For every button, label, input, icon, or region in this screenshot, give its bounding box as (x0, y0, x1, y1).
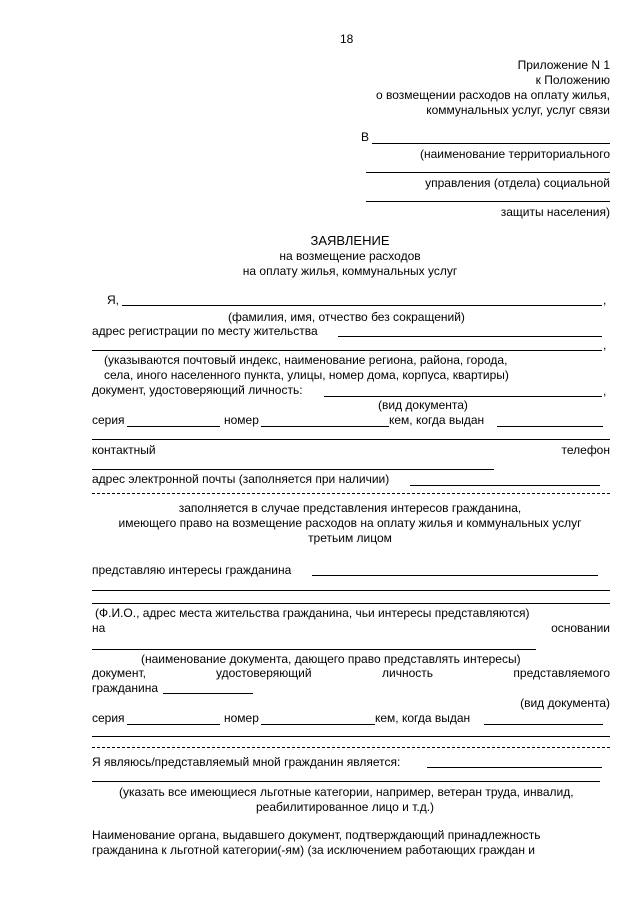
number-label: номер (224, 413, 259, 427)
address-label: адрес регистрации по месту жительства (92, 324, 318, 338)
document-subtitle-2: на оплату жилья, коммунальных услуг (242, 264, 458, 278)
addressee-field-1[interactable] (372, 143, 610, 144)
appendix-line-2: к Положению (535, 73, 610, 87)
series-label: серия (92, 413, 125, 427)
rep-issued-label: кем, когда выдан (375, 711, 471, 725)
rep-doc-word-2: удостоверяющий (216, 666, 312, 680)
appendix-line-1: Приложение N 1 (517, 58, 610, 72)
fio-comma: , (603, 293, 607, 307)
on-label: на (92, 621, 106, 635)
rep-document-type-field[interactable] (163, 693, 253, 694)
page-number: 18 (340, 32, 354, 46)
document-label: документ, удостоверяющий личность: (92, 383, 303, 397)
representative-note-2: имеющего право на возмещение расходов на оплату жилья и коммунальных услуг (118, 516, 582, 530)
addressee-to: В (361, 130, 370, 144)
basis-label: основании (551, 621, 610, 635)
section-separator-2 (92, 747, 610, 748)
benefits-field[interactable] (427, 767, 602, 768)
address-hint-1: (указываются почтовый индекс, наименование региона, района, города, (104, 353, 508, 367)
series-field[interactable] (127, 426, 220, 427)
represented-citizen-field-3[interactable] (92, 603, 610, 604)
appendix-line-3: о возмещении расходов на оплату жилья, (376, 88, 610, 102)
document-subtitle-1: на возмещение расходов (279, 249, 421, 263)
representative-note-1: заполняется в случае представления интересов гражданина, (178, 501, 522, 515)
phone-label: телефон (561, 443, 610, 457)
benefits-hint-1: (указать все имеющиеся льготные категории, например, ветеран труда, инвалид, (119, 785, 574, 799)
phone-field[interactable] (92, 469, 494, 470)
basis-field[interactable] (92, 649, 536, 650)
represent-label: представляю интересы гражданина (92, 563, 292, 577)
rep-series-label: серия (92, 711, 125, 725)
represented-citizen-field-2[interactable] (92, 590, 610, 591)
representative-note-3: третьим лицом (308, 531, 392, 545)
benefits-hint-2: реабилитированное лицо и т.д.) (256, 800, 435, 814)
section-separator (92, 493, 610, 494)
authority-line-2: гражданина к льготной категории(-ям) (за исключением работающих граждан и (92, 843, 535, 857)
rep-document-hint: (вид документа) (520, 696, 610, 710)
addressee-hint-1: (наименование территориального (420, 147, 610, 161)
addressee-field-3[interactable] (366, 201, 610, 202)
represented-citizen-field[interactable] (312, 575, 598, 576)
addressee-hint-3: защиты населения) (500, 205, 610, 219)
benefits-label: Я являюсь/представляемый мной гражданин является: (92, 755, 401, 769)
issued-label: кем, когда выдан (389, 413, 485, 427)
contact-label: контактный (92, 443, 156, 457)
basis-hint: (наименование документа, дающего право представлять интересы) (141, 652, 521, 666)
issued-field-2[interactable] (92, 439, 610, 440)
email-label: адрес электронной почты (заполняется при наличии) (92, 472, 390, 486)
rep-series-field[interactable] (127, 724, 220, 725)
represented-fio-hint: (Ф.И.О., адрес места жительства гражданина, чьи интересы представляются) (95, 606, 530, 620)
address-field-1[interactable] (338, 336, 602, 337)
document-hint: (вид документа) (378, 398, 468, 412)
authority-line-1: Наименование органа, выдавшего документ, подтверждающий принадлежность (92, 828, 541, 842)
benefits-field-2[interactable] (92, 781, 600, 782)
address-hint-2: села, иного населенного пункта, улицы, номер дома, корпуса, квартиры) (104, 368, 509, 382)
i-label: Я, (107, 293, 119, 307)
rep-citizen-label: гражданина (92, 681, 159, 695)
appendix-line-4: коммунальных услуг, услуг связи (426, 103, 610, 117)
document-comma: , (603, 384, 607, 398)
rep-number-label: номер (224, 711, 259, 725)
fio-hint: (фамилия, имя, отчество без сокращений) (228, 310, 465, 324)
rep-doc-word-4: представляемого (513, 666, 610, 680)
rep-doc-word-3: личность (382, 666, 434, 680)
rep-number-field[interactable] (261, 724, 375, 725)
addressee-hint-2: управления (отдела) социальной (425, 176, 610, 190)
issued-field[interactable] (497, 426, 603, 427)
rep-doc-word-1: документ, (92, 666, 146, 680)
email-field[interactable] (410, 485, 600, 486)
document-title: ЗАЯВЛЕНИЕ (310, 233, 390, 248)
number-field[interactable] (261, 426, 389, 427)
fio-field[interactable] (122, 305, 602, 306)
address-comma: , (603, 338, 607, 352)
rep-issued-field-2[interactable] (92, 736, 610, 737)
address-field-2[interactable] (92, 350, 602, 351)
document-type-field[interactable] (324, 396, 602, 397)
rep-issued-field[interactable] (484, 724, 603, 725)
addressee-field-2[interactable] (366, 172, 610, 173)
